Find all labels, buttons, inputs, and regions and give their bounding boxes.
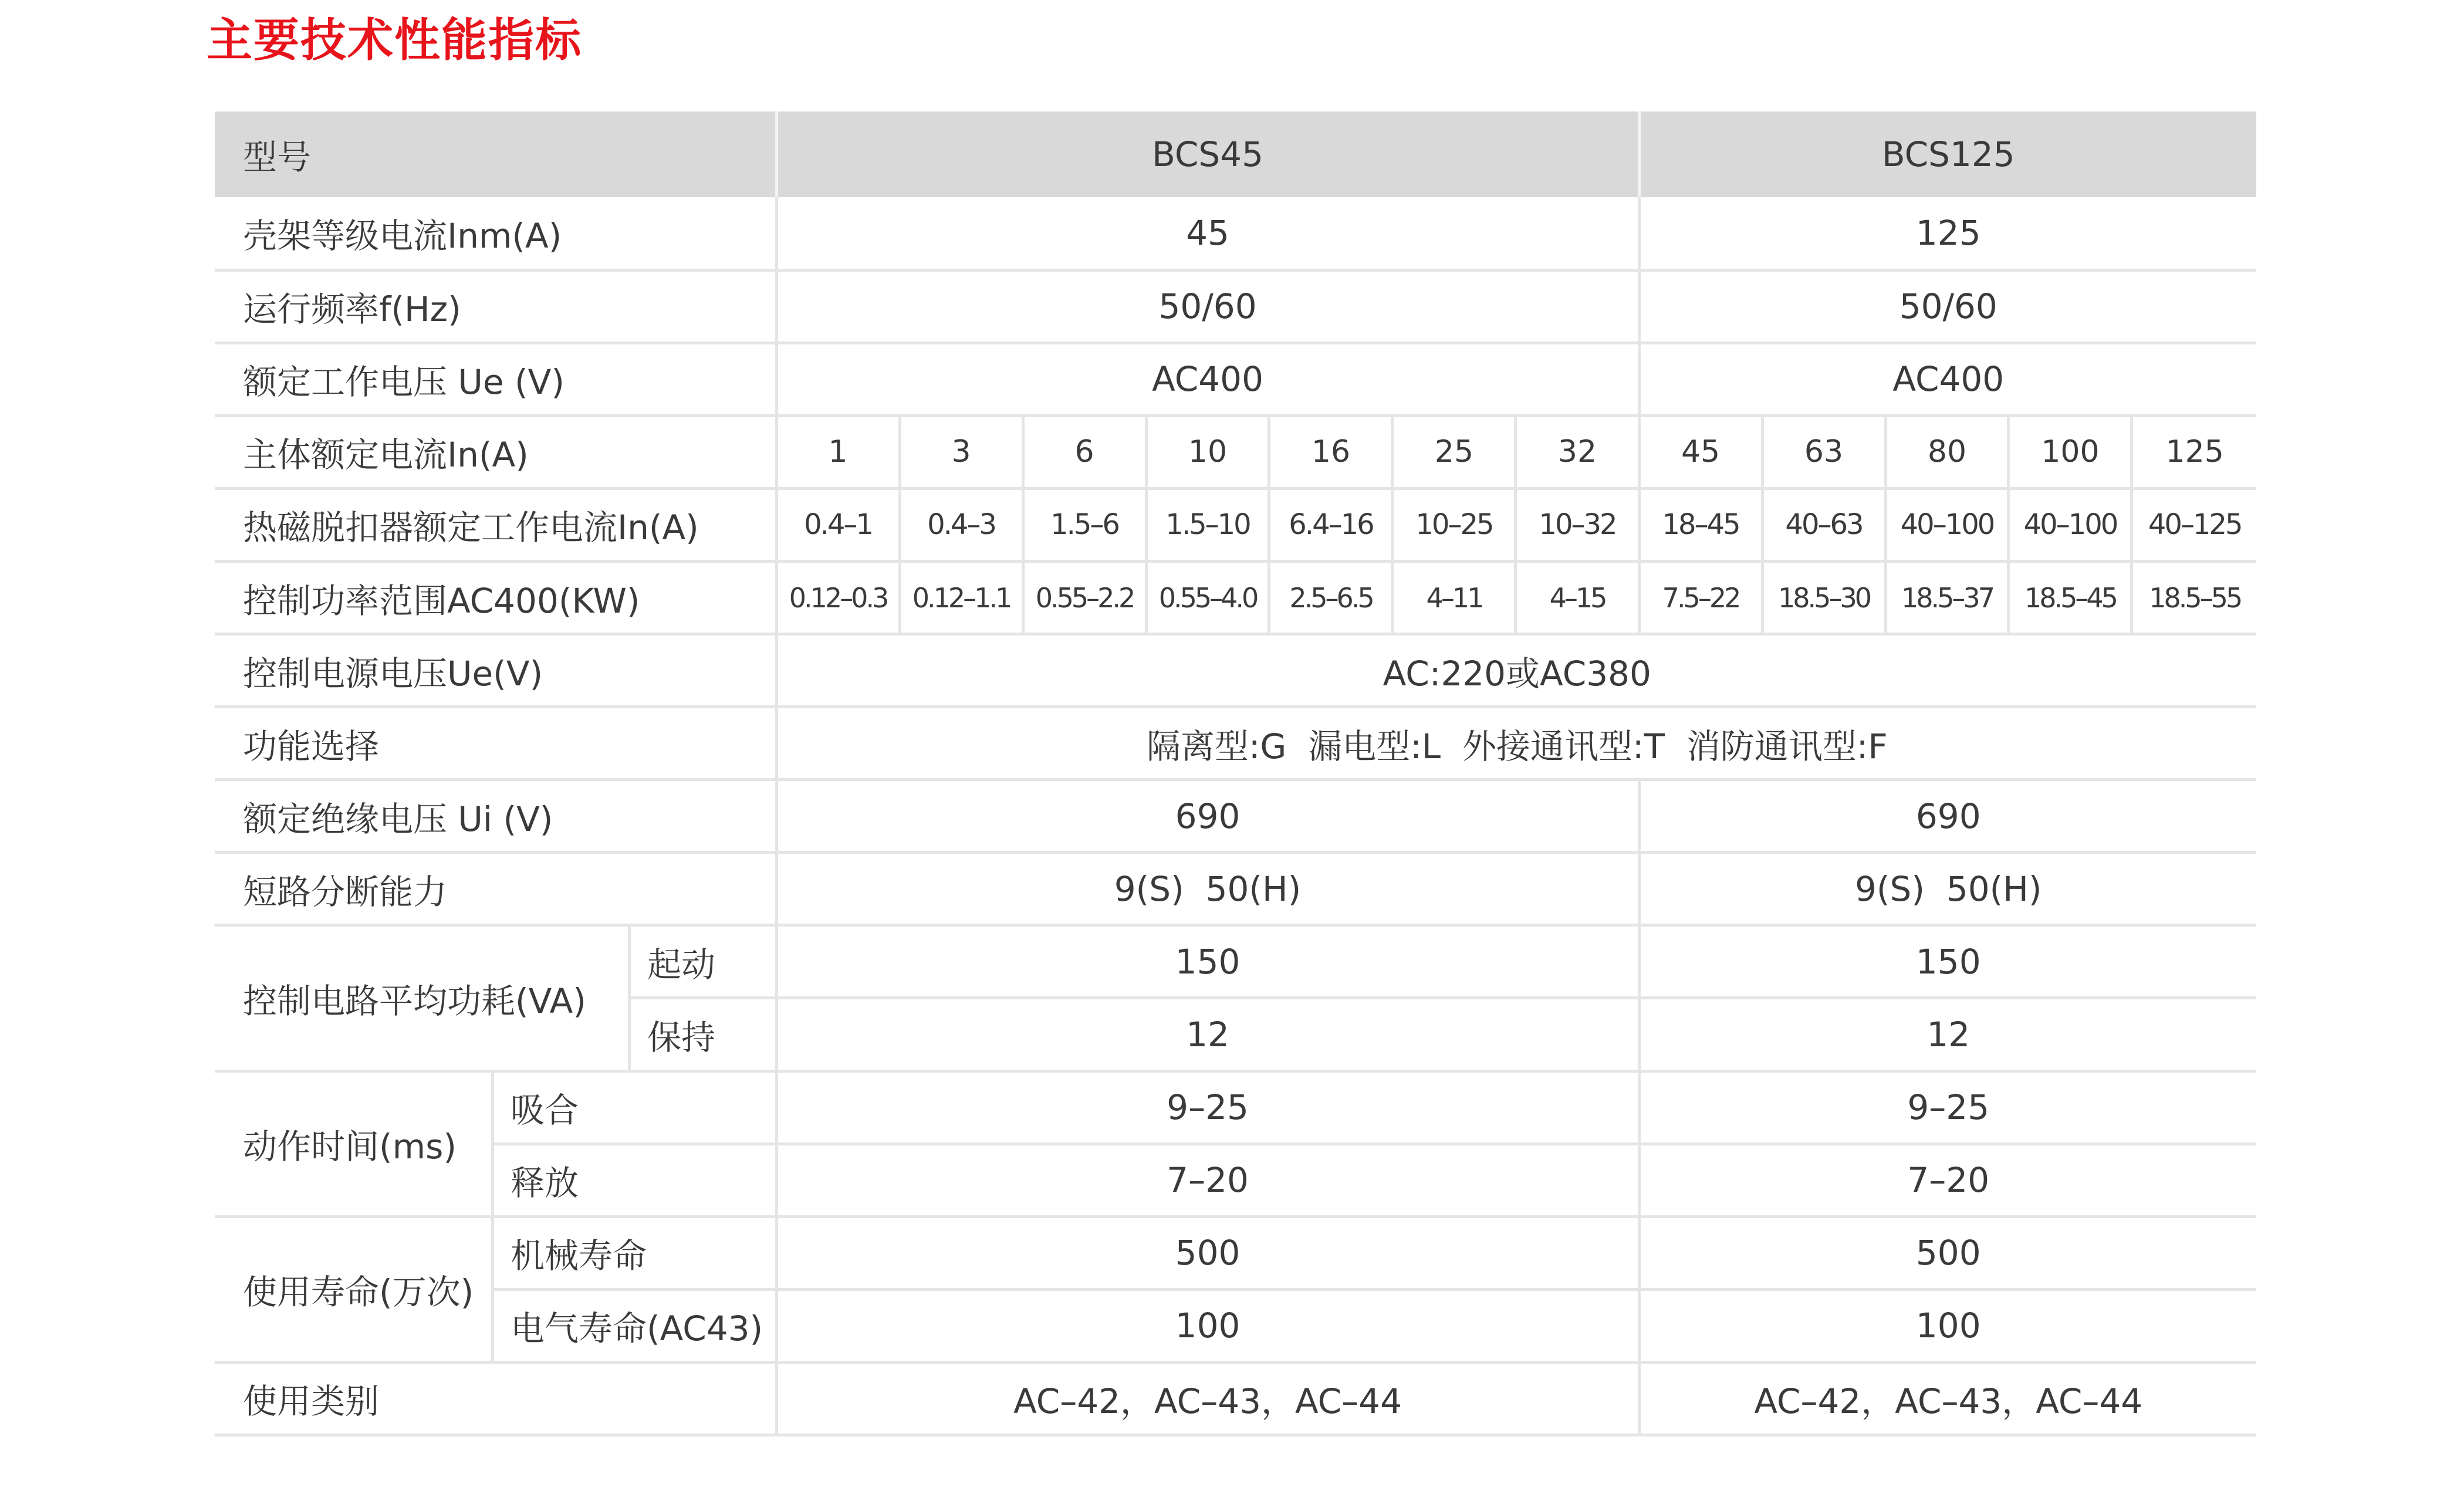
row-label: 运行频率f(Hz) [215,270,776,343]
cell-value: 1 [776,415,900,488]
table-row [215,925,2256,998]
cell-value: 690 [776,780,1639,853]
cell-value: 3 [900,415,1023,488]
cell-value: 7–20 [1639,1144,2256,1216]
cell-value: 63 [1762,415,1885,488]
sub-label: 释放 [492,1144,776,1216]
cell-value: 18.5–45 [2009,561,2132,634]
cell-value: 4–15 [1516,561,1639,634]
cell-value: 500 [776,1216,1639,1289]
cell-value: 125 [2132,415,2256,488]
row-label: 控制电源电压Ue(V) [215,634,776,707]
table-row [215,707,2256,780]
cell-value: 1.5–6 [1023,488,1146,561]
sub-label: 吸合 [492,1071,776,1144]
cell-value: 150 [776,925,1639,998]
cell-value: 6 [1023,415,1146,488]
cell-value: 50/60 [776,270,1639,343]
table-row [215,343,2256,415]
model-bcs125: BCS125 [1639,111,2256,197]
cell-value: AC400 [776,343,1639,415]
cell-value: 500 [1639,1216,2256,1289]
sub-label: 机械寿命 [492,1216,776,1289]
spec-table [215,111,2256,1436]
cell-value: 12 [1639,998,2256,1071]
cell-value: 100 [2009,415,2132,488]
cell-value: 隔离型:G 漏电型:L 外接通讯型:T 消防通讯型:F [776,707,2256,780]
sub-label: 起动 [630,925,776,998]
sub-label: 电气寿命(AC43) [492,1289,776,1362]
table-row [215,1144,2256,1216]
cell-value: 0.55–2.2 [1023,561,1146,634]
cell-value: 7.5–22 [1639,561,1762,634]
cell-value: 40–100 [2009,488,2132,561]
row-label: 热磁脱扣器额定工作电流In(A) [215,488,776,561]
row-label: 壳架等级电流Inm(A) [215,197,776,270]
table-row [215,1289,2256,1362]
cell-value: 7–20 [776,1144,1639,1216]
cell-value: 4–11 [1392,561,1516,634]
cell-value: 10 [1146,415,1269,488]
cell-value: AC–42，AC–43，AC–44 [1639,1362,2256,1435]
cell-value: 45 [1639,415,1762,488]
cell-value: 10–32 [1516,488,1639,561]
cell-value: 100 [776,1289,1639,1362]
row-label: 控制电路平均功耗(VA) [215,925,630,1071]
cell-value: 50/60 [1639,270,2256,343]
cell-value: 9(S) 50(H) [1639,853,2256,925]
table-row [215,270,2256,343]
model-bcs45: BCS45 [776,111,1639,197]
table-row [215,634,2256,707]
table-row [215,488,2256,561]
cell-value: 25 [1392,415,1516,488]
row-label: 额定绝缘电压 Ui (V) [215,780,776,853]
cell-value: 2.5–6.5 [1269,561,1392,634]
cell-value: 18.5–37 [1885,561,2009,634]
cell-value: 1.5–10 [1146,488,1269,561]
cell-value: 12 [776,998,1639,1071]
cell-value: 690 [1639,780,2256,853]
cell-value: 18.5–55 [2132,561,2256,634]
row-label: 使用类别 [215,1362,776,1435]
cell-value: 125 [1639,197,2256,270]
cell-value: 0.4–1 [776,488,900,561]
cell-value: 0.12–0.3 [776,561,900,634]
cell-value: 40–100 [1885,488,2009,561]
table-row [215,853,2256,925]
table-row [215,415,2256,488]
cell-value: 10–25 [1392,488,1516,561]
table-row [215,197,2256,270]
cell-value: AC–42，AC–43，AC–44 [776,1362,1639,1435]
table-row [215,1362,2256,1435]
cell-value: 32 [1516,415,1639,488]
row-label: 主体额定电流In(A) [215,415,776,488]
cell-value: AC400 [1639,343,2256,415]
cell-value: 0.55–4.0 [1146,561,1269,634]
row-label: 额定工作电压 Ue (V) [215,343,776,415]
row-label: 动作时间(ms) [215,1071,492,1216]
header-row [215,111,2256,197]
cell-value: 0.4–3 [900,488,1023,561]
row-label: 短路分断能力 [215,853,776,925]
cell-value: 40–125 [2132,488,2256,561]
row-label: 控制功率范围AC400(KW) [215,561,776,634]
cell-value: 80 [1885,415,2009,488]
table-row [215,1071,2256,1144]
header-label: 型号 [215,111,776,197]
table-row [215,780,2256,853]
cell-value: 6.4–16 [1269,488,1392,561]
cell-value: AC:220或AC380 [776,634,2256,707]
cell-value: 45 [776,197,1639,270]
cell-value: 9–25 [1639,1071,2256,1144]
cell-value: 40–63 [1762,488,1885,561]
table-row [215,1216,2256,1289]
cell-value: 16 [1269,415,1392,488]
row-label: 功能选择 [215,707,776,780]
row-label: 使用寿命(万次) [215,1216,492,1362]
cell-value: 9(S) 50(H) [776,853,1639,925]
cell-value: 18.5–30 [1762,561,1885,634]
table-row [215,561,2256,634]
cell-value: 0.12–1.1 [900,561,1023,634]
cell-value: 150 [1639,925,2256,998]
sub-label: 保持 [630,998,776,1071]
page-title: 主要技术性能指标 [207,14,583,67]
cell-value: 9–25 [776,1071,1639,1144]
cell-value: 100 [1639,1289,2256,1362]
cell-value: 18–45 [1639,488,1762,561]
